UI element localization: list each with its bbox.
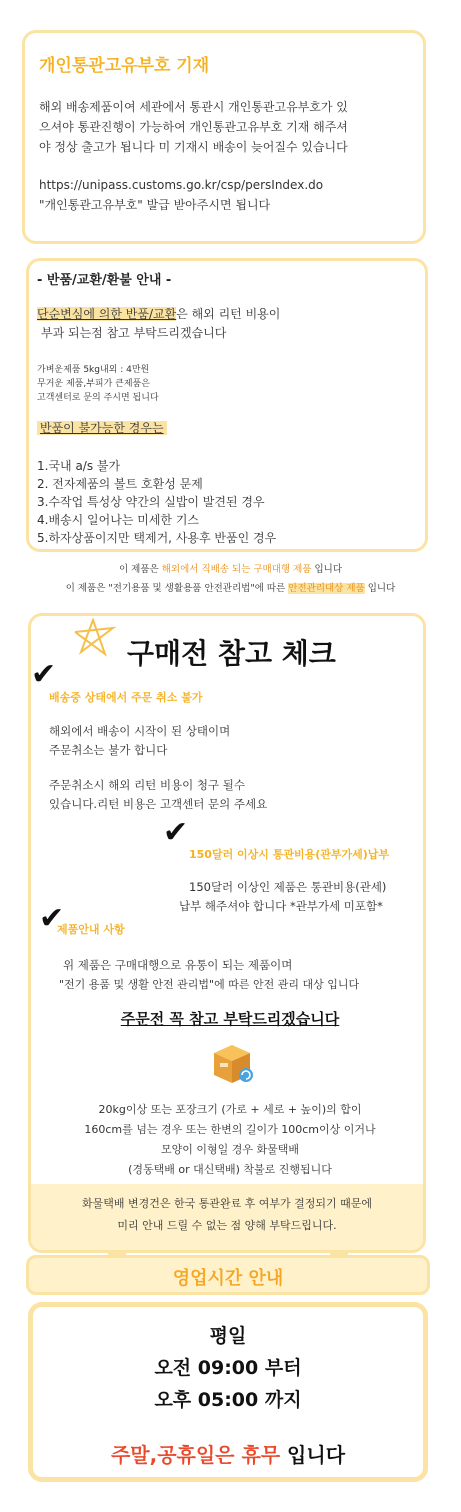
freight-notice-line: 미리 안내 드릴 수 없는 점 양해 부탁드립니다. xyxy=(117,1219,337,1232)
freight-line: 160cm를 넘는 경우 또는 한변의 길이가 100cm이상 이거나 xyxy=(84,1123,376,1136)
not-allowed-label: 반품이 불가능한 경우는 xyxy=(37,421,167,435)
simple-change-line xyxy=(37,305,280,324)
business-hours-title: 영업시간 안내 xyxy=(172,1268,284,1289)
notice-text: 이 제품은 xyxy=(118,564,162,575)
product-info-line: 위 제품은 구매대행으로 유통이 되는 제품이며 xyxy=(63,958,293,972)
closed-days xyxy=(33,1439,423,1468)
return-policy-box xyxy=(26,258,428,552)
please-check-heading: 주문전 꼭 참고 부탁드리겠습니다 xyxy=(120,1010,340,1028)
case-item: 2. 전자제품의 볼트 호환성 문제 xyxy=(37,477,203,491)
close-time: 오후 05:00 까지 xyxy=(154,1389,302,1411)
customs-fee-line: 150달러 이상인 제품은 통관비용(관세) xyxy=(189,880,387,894)
customs-line-1: 해외 배송제품이여 세관에서 통관시 개인통관고유부호가 있 xyxy=(39,100,348,114)
product-info-heading: 제품안내 사항 xyxy=(57,923,125,936)
fee-line-1: 가벼운제품 5kg내외 : 4만원 xyxy=(37,365,150,375)
no-cancel-heading: 배송중 상태에서 주문 취소 불가 xyxy=(49,691,203,704)
not-allowed-heading xyxy=(37,419,167,438)
return-policy-title: - 반품/교환/환불 안내 - xyxy=(37,273,172,288)
customs-code-title: 개인통관고유부호 기재 xyxy=(39,56,210,76)
notice-text: 입니다 xyxy=(311,564,343,575)
freight-notice-line: 화물택배 변경건은 한국 통관완료 후 여부가 결정되기 때문에 xyxy=(81,1197,373,1210)
simple-change-highlight: 단순변심에 의한 반품/교환 xyxy=(37,307,177,321)
customs-code-box xyxy=(22,30,426,244)
product-info-line: "전기 용품 및 생활 안전 관리법"에 따른 안전 관리 대상 입니다 xyxy=(59,978,360,991)
customs-fee-heading: 150달러 이상시 통관비용(관부가세)납부 xyxy=(189,848,390,861)
cancel-fee-line: 주문취소시 해외 리턴 비용이 청구 될수 xyxy=(49,778,246,792)
check-icon: ✔ xyxy=(31,657,57,692)
fee-line-3: 고객센터로 문의 주시면 됩니다 xyxy=(37,393,159,403)
customs-line-2: 으셔야 통관진행이 가능하여 개인통관고유부호 기재 해주셔 xyxy=(39,120,348,134)
customs-fee-line: 납부 해주셔야 합니다 *관부가세 미포함* xyxy=(179,899,383,913)
cancel-fee-line: 있습니다.리턴 비용은 고객센터 문의 주세요 xyxy=(49,797,268,811)
closed-days-highlight: 주말,공휴일은 휴무 xyxy=(110,1443,281,1467)
customs-line-3: 야 정상 출고가 됩니다 미 기재시 배송이 늦어질수 있습니다 xyxy=(39,140,348,154)
package-box-icon xyxy=(208,1041,256,1085)
no-cancel-line: 주문취소는 불가 합니다 xyxy=(49,743,168,757)
freight-line: 모양이 이형일 경우 화물택배 xyxy=(160,1143,299,1156)
customs-url-note: "개인통관고유부호" 발급 받아주시면 됩니다 xyxy=(39,198,271,212)
notice-highlight: 안전관리대상 제품 xyxy=(288,583,365,594)
fee-line-2: 무거운 제품,부피가 큰제품은 xyxy=(37,379,150,389)
check-icon: ✔ xyxy=(163,815,189,850)
case-item: 1.국내 a/s 불가 xyxy=(37,459,121,473)
notice-text: 입니다 xyxy=(364,583,396,594)
simple-change-line-2: 부과 되는점 참고 부탁드리겠습니다 xyxy=(41,326,227,340)
freight-line: (경동택배 or 대신택배) 착불로 진행됩니다 xyxy=(128,1163,332,1176)
case-item: 5.하자상품이지만 택제거, 사용후 반품인 경우 xyxy=(37,531,277,545)
open-time: 오전 09:00 부터 xyxy=(154,1357,302,1379)
business-hours-box xyxy=(28,1302,428,1482)
notice-highlight: 해외에서 직배송 되는 구매대행 제품 xyxy=(161,564,312,575)
simple-change-rest: 은 해외 리턴 비용이 xyxy=(176,307,281,321)
notice-text: 이 제품은 "전기용품 및 생활용품 안전관리법"에 따른 xyxy=(65,583,289,594)
check-icon: ✔ xyxy=(39,901,65,936)
star-doodle-icon xyxy=(71,618,117,658)
freight-line: 20kg이상 또는 포장크기 (가로 + 세로 + 높이)의 합이 xyxy=(98,1103,362,1116)
weekday-label: 평일 xyxy=(209,1325,247,1347)
closed-days-rest: 입니다 xyxy=(280,1443,346,1467)
case-item: 4.배송시 일어나는 미세한 기스 xyxy=(37,513,199,527)
direct-ship-notice xyxy=(0,561,461,575)
check-title: 구매전 참고 체크 xyxy=(127,637,336,670)
case-item: 3.수작업 특성상 약간의 실밥이 발견된 경우 xyxy=(37,495,265,509)
customs-url-link[interactable]: https://unipass.customs.go.kr/csp/persIndex.do xyxy=(39,178,324,192)
no-cancel-line: 해외에서 배송이 시작이 된 상태이며 xyxy=(49,724,231,738)
safety-notice xyxy=(0,580,461,594)
business-hours-header xyxy=(26,1255,430,1295)
freight-change-notice xyxy=(31,1184,423,1250)
pre-purchase-check-box xyxy=(28,613,426,1253)
